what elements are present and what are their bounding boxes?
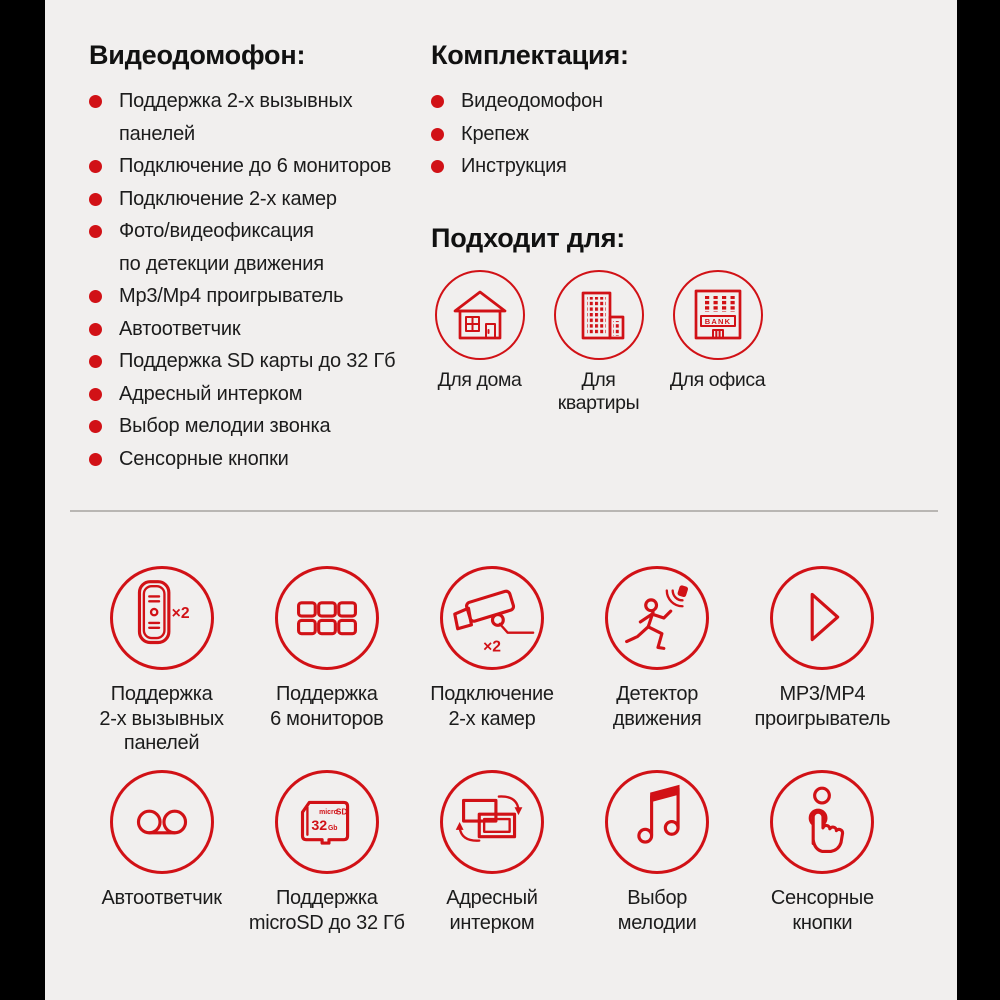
bullet-icon [89,453,102,466]
suitable-apartment [539,270,658,415]
feature-item: Mp3/Mp4 проигрыватель [89,280,425,313]
cctv-camera-icon [440,566,544,670]
section-divider [70,510,938,512]
features-title: Видеодомофон: [89,40,306,70]
answering-machine-icon [110,770,214,874]
feature-door-panels [79,566,244,756]
suitable-row [420,270,851,415]
package-item: Инструкция [431,150,851,183]
suitable-office [658,270,777,415]
suitable-label: Для офиса [669,368,766,391]
suitable-home [420,270,539,415]
grid-label: движения [612,707,702,730]
apartment-icon [554,270,644,360]
feature-player [740,566,905,756]
microsd-unit: Gb [327,824,338,832]
feature-monitors [244,566,409,756]
grid-label: Автоответчик [101,887,222,909]
feature-item: Подключение 2-х камер [89,183,425,216]
grid-label: 2-х вызывных [99,707,224,730]
grid-label: мелодии [617,911,697,934]
melody-icon [605,770,709,874]
microsd-brand-sd: SD [335,806,348,817]
feature-item: Подключение до 6 мониторов [89,150,425,183]
bullet-icon [431,95,444,108]
bullet-icon [89,323,102,336]
feature-item: Фото/видеофиксация по детекции движения [89,215,425,280]
bullet-icon [431,160,444,173]
product-info-panel [45,0,957,1000]
bullet-icon [89,95,102,108]
feature-item: Адресный интерком [89,378,425,411]
motion-detector-icon [605,566,709,670]
microsd-size: 32 [311,817,327,834]
grid-label: Адресный [446,887,538,909]
feature-touch [740,770,905,935]
grid-label: кнопки [792,911,853,934]
feature-cameras [409,566,574,756]
grid-label: Подключение [430,683,554,705]
bullet-icon [89,355,102,368]
icon-grid-row-2 [79,770,905,935]
grid-label: Поддержка [275,683,378,705]
intercom-swap-icon [440,770,544,874]
x2-badge: ×2 [171,605,190,622]
bullet-icon [431,128,444,141]
icon-grid-row-1 [79,566,905,756]
play-icon [770,566,874,670]
grid-label: Поддержка [110,683,213,705]
grid-label: Детектор [616,683,699,705]
touch-buttons-icon [770,770,874,874]
bank-sign: BANK [704,316,731,326]
grid-label: MP3/MP4 [779,683,866,705]
suitable-title: Подходит для: [431,222,626,253]
house-icon [435,270,525,360]
door-panel-icon [110,566,214,670]
package-item: Крепеж [431,118,851,151]
grid-label: Поддержка [275,887,378,909]
bullet-icon [89,193,102,206]
microsd-icon [275,770,379,874]
features-section [89,40,425,475]
grid-label: microSD до 32 Гб [248,911,405,934]
feature-microsd [244,770,409,935]
package-title: Комплектация: [431,40,629,70]
bullet-icon [89,388,102,401]
grid-label: проигрыватель [754,707,891,730]
x2-badge: ×2 [483,638,501,656]
feature-melody [575,770,740,935]
office-icon [673,270,763,360]
grid-label: Выбор [627,887,688,909]
feature-item: Автоответчик [89,313,425,346]
package-section [431,40,851,415]
feature-answering [79,770,244,935]
feature-motion [575,566,740,756]
feature-item: Сенсорные кнопки [89,443,425,476]
features-list [89,85,425,475]
grid-label: Сенсорные [770,887,874,909]
bullet-icon [89,225,102,238]
suitable-label: Для дома [437,368,522,391]
grid-label: 6 мониторов [270,707,384,730]
bullet-icon [89,290,102,303]
package-list [431,85,851,183]
package-item: Видеодомофон [431,85,851,118]
monitors-icon [275,566,379,670]
bullet-icon [89,420,102,433]
feature-item: Поддержка SD карты до 32 Гб [89,345,425,378]
feature-item: Выбор мелодии звонка [89,410,425,443]
grid-label: интерком [449,911,535,934]
grid-label: 2-х камер [448,707,536,730]
feature-item: Поддержка 2-х вызывных панелей [89,85,425,150]
suitable-label: Для квартиры [557,368,640,414]
grid-label: панелей [123,732,200,754]
microsd-brand: micro [318,809,338,817]
feature-intercom [409,770,574,935]
bullet-icon [89,160,102,173]
